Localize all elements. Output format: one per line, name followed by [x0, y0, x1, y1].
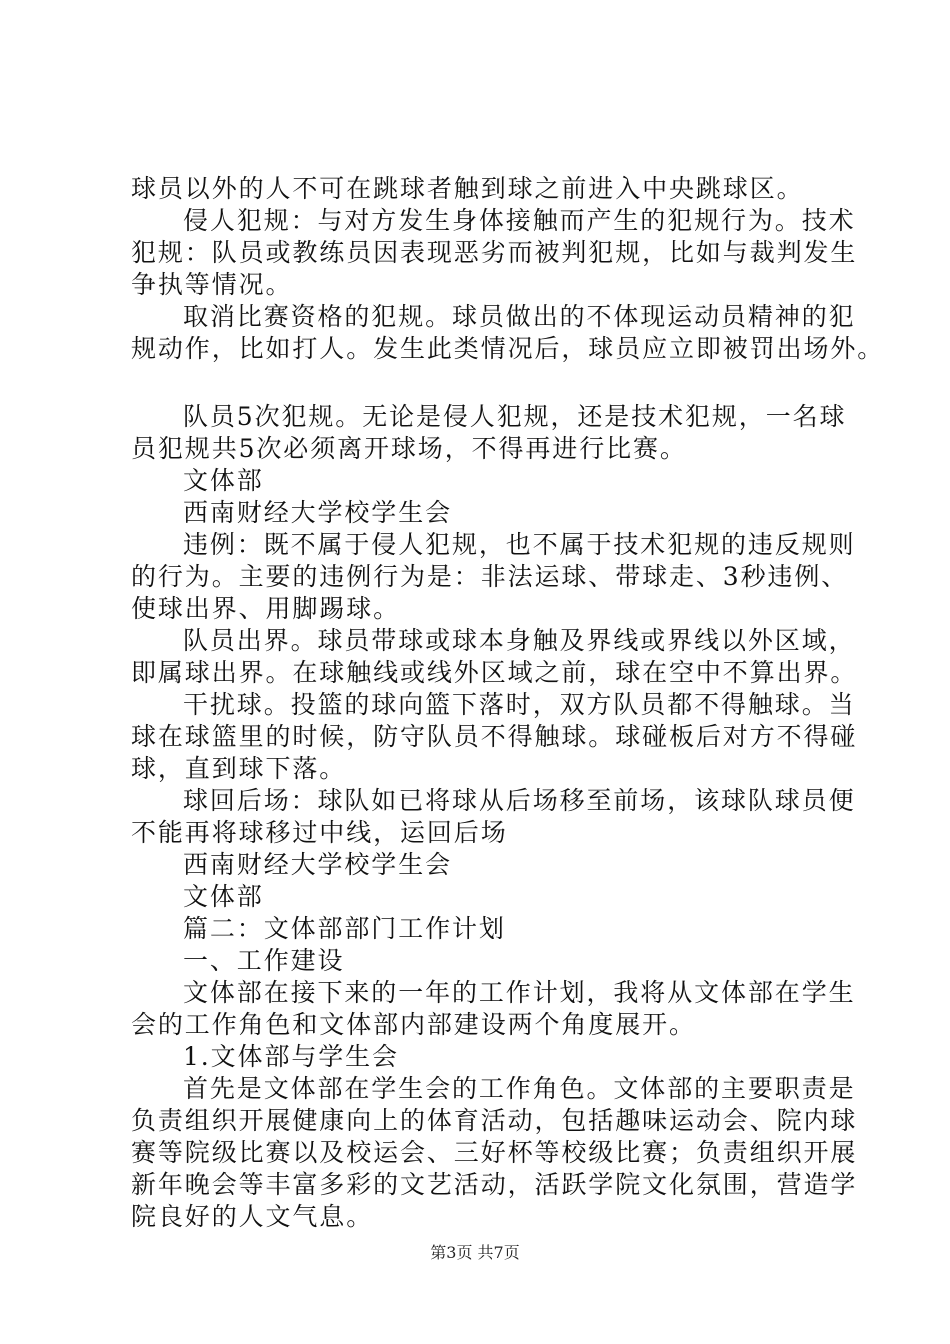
text-line: 球员以外的人不可在跳球者触到球之前进入中央跳球区。 — [131, 174, 804, 203]
text-line: 干扰球。投篮的球向篮下落时，双方队员都不得触球。当 — [183, 690, 856, 719]
section-heading: 篇二：文体部部门工作计划 — [183, 914, 506, 943]
text-line: 队员出界。球员带球或球本身触及界线或界线以外区域， — [183, 626, 856, 655]
text-line: 犯规：队员或教练员因表现恶劣而被判犯规，比如与裁判发生 — [131, 238, 858, 267]
text-line: 取消比赛资格的犯规。球员做出的不体现运动员精神的犯 — [183, 302, 856, 331]
text-line: 会的工作角色和文体部内部建设两个角度展开。 — [131, 1010, 696, 1039]
section-heading: 1.文体部与学生会 — [183, 1042, 399, 1071]
text-line: 院良好的人文气息。 — [131, 1202, 374, 1231]
text-line: 首先是文体部在学生会的工作角色。文体部的主要职责是 — [183, 1074, 856, 1103]
document-body — [131, 173, 885, 1233]
text-line: 西南财经大学校学生会 — [183, 498, 453, 527]
text-line: 赛等院级比赛以及校运会、三好杯等校级比赛；负责组织开展 — [131, 1138, 858, 1167]
text-line: 西南财经大学校学生会 — [183, 850, 453, 879]
page-number: 第3页 共7页 — [430, 1243, 520, 1262]
text-line: 文体部在接下来的一年的工作计划，我将从文体部在学生 — [183, 978, 856, 1007]
text-line: 使球出界、用脚踢球。 — [131, 594, 401, 623]
text-line: 负责组织开展健康向上的体育活动，包括趣味运动会、院内球 — [131, 1106, 858, 1135]
text-line: 文体部 — [183, 882, 264, 911]
text-line: 球回后场：球队如已将球从后场移至前场，该球队球员便 — [183, 786, 856, 815]
text-line: 的行为。主要的违例行为是：非法运球、带球走、3秒违例、 — [131, 562, 849, 591]
text-line: 队员5次犯规。无论是侵人犯规，还是技术犯规，一名球 — [183, 402, 847, 431]
section-heading: 一、工作建设 — [183, 946, 345, 975]
text-line: 球在球篮里的时候，防守队员不得触球。球碰板后对方不得碰 — [131, 722, 858, 751]
text-line: 员犯规共5次必须离开球场，不得再进行比赛。 — [131, 434, 687, 463]
text-line: 球，直到球下落。 — [131, 754, 347, 783]
text-line: 侵人犯规：与对方发生身体接触而产生的犯规行为。技术 — [183, 206, 856, 235]
text-line: 即属球出界。在球触线或线外区域之前，球在空中不算出界。 — [131, 658, 858, 687]
text-line: 不能再将球移过中线，运回后场 — [131, 818, 508, 847]
text-line: 文体部 — [183, 466, 264, 495]
text-line: 规动作，比如打人。发生此类情况后，球员应立即被罚出场外。 — [131, 334, 885, 363]
text-line: 违例：既不属于侵人犯规，也不属于技术犯规的违反规则 — [183, 530, 856, 559]
blank-line — [131, 365, 831, 401]
text-line: 争执等情况。 — [131, 270, 293, 299]
text-line: 新年晚会等丰富多彩的文艺活动，活跃学院文化氛围，营造学 — [131, 1170, 858, 1199]
